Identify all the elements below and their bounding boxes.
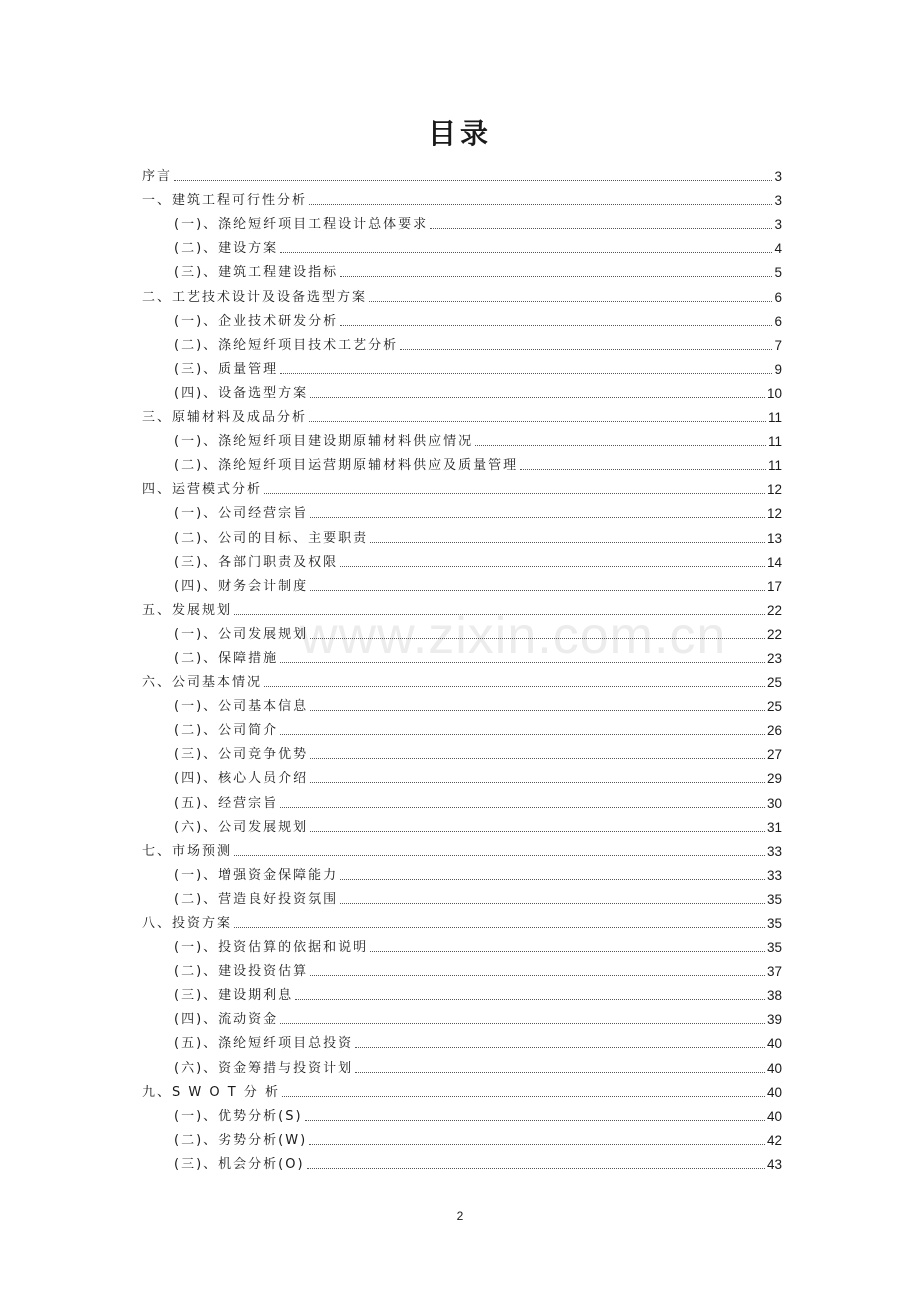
dot-leader bbox=[355, 1072, 765, 1073]
dot-leader bbox=[280, 734, 765, 735]
dot-leader bbox=[400, 349, 772, 350]
toc-entry-page: 38 bbox=[766, 988, 782, 1004]
toc-entry-page: 30 bbox=[766, 795, 782, 811]
toc-entry-page: 29 bbox=[766, 771, 782, 787]
toc-entry[interactable] bbox=[142, 185, 782, 209]
dot-leader bbox=[340, 325, 772, 326]
toc-entry-page: 22 bbox=[766, 602, 782, 618]
dot-leader bbox=[280, 807, 765, 808]
dot-leader bbox=[520, 469, 766, 470]
dot-leader bbox=[280, 1023, 765, 1024]
dot-leader bbox=[310, 397, 765, 398]
toc-entry-label: (三)、公司竞争优势 bbox=[174, 747, 309, 763]
toc-entry[interactable] bbox=[142, 474, 782, 498]
dot-leader bbox=[355, 1047, 765, 1048]
toc-entry-page: 11 bbox=[767, 434, 782, 450]
toc-entry[interactable] bbox=[142, 257, 782, 281]
toc-entry[interactable] bbox=[142, 1004, 782, 1028]
toc-entry-label: (五)、经营宗旨 bbox=[174, 795, 279, 811]
toc-entry[interactable] bbox=[142, 306, 782, 330]
dot-leader bbox=[174, 180, 772, 181]
toc-entry-page: 25 bbox=[766, 699, 782, 715]
toc-entry-label: (一)、优势分析(S) bbox=[174, 1108, 303, 1124]
toc-entry[interactable] bbox=[142, 787, 782, 811]
toc-entry-label: (一)、增强资金保障能力 bbox=[174, 867, 339, 883]
dot-leader bbox=[340, 566, 765, 567]
toc-entry-page: 27 bbox=[766, 747, 782, 763]
toc-entry[interactable] bbox=[142, 378, 782, 402]
toc-entry-label: 八、投资方案 bbox=[142, 916, 233, 931]
toc-entry-page: 3 bbox=[774, 169, 782, 185]
toc-entry-page: 22 bbox=[766, 626, 782, 642]
toc-entry[interactable] bbox=[142, 1101, 782, 1125]
dot-leader bbox=[234, 855, 765, 856]
toc-entry-label: (五)、涤纶短纤项目总投资 bbox=[174, 1036, 354, 1052]
dot-leader bbox=[310, 638, 765, 639]
dot-leader bbox=[310, 782, 765, 783]
toc-entry-page: 11 bbox=[767, 458, 782, 474]
toc-entry[interactable] bbox=[142, 233, 782, 257]
dot-leader bbox=[310, 590, 765, 591]
toc-entry[interactable] bbox=[142, 1077, 782, 1101]
toc-entry[interactable] bbox=[142, 812, 782, 836]
toc-entry-page: 4 bbox=[774, 241, 782, 257]
toc-entry[interactable] bbox=[142, 522, 782, 546]
toc-entry-label: (一)、企业技术研发分析 bbox=[174, 313, 339, 329]
dot-leader bbox=[340, 903, 765, 904]
toc-entry[interactable] bbox=[142, 330, 782, 354]
toc-entry-page: 11 bbox=[767, 410, 782, 426]
dot-leader bbox=[264, 686, 765, 687]
toc-entry-label: (四)、流动资金 bbox=[174, 1012, 279, 1028]
toc-entry-label: (二)、涤纶短纤项目运营期原辅材料供应及质量管理 bbox=[174, 458, 519, 474]
toc-entry-label: 九、S W O T 分 析 bbox=[142, 1084, 280, 1100]
toc-entry-label: (四)、核心人员介绍 bbox=[174, 771, 309, 787]
dot-leader bbox=[295, 999, 765, 1000]
toc-entry-label: (一)、公司经营宗旨 bbox=[174, 506, 309, 522]
toc-entry-label: (二)、劣势分析(W) bbox=[174, 1132, 308, 1148]
dot-leader bbox=[310, 975, 765, 976]
dot-leader bbox=[369, 301, 772, 302]
dot-leader bbox=[309, 204, 772, 205]
toc-entry-label: (六)、公司发展规划 bbox=[174, 819, 309, 835]
toc-entry[interactable] bbox=[142, 836, 782, 860]
toc-entry-page: 35 bbox=[766, 940, 782, 956]
dot-leader bbox=[282, 1096, 765, 1097]
dot-leader bbox=[340, 276, 772, 277]
toc-entry[interactable] bbox=[142, 281, 782, 305]
toc-entry-page: 5 bbox=[774, 265, 782, 281]
toc-entry-page: 35 bbox=[766, 916, 782, 931]
toc-entry-label: (一)、投资估算的依据和说明 bbox=[174, 940, 369, 956]
dot-leader bbox=[234, 927, 765, 928]
toc-entry-page: 31 bbox=[766, 819, 782, 835]
toc-entry[interactable] bbox=[142, 667, 782, 691]
toc-entry-label: (二)、建设方案 bbox=[174, 241, 279, 257]
toc-entry[interactable] bbox=[142, 161, 782, 185]
toc-entry[interactable] bbox=[142, 402, 782, 426]
dot-leader bbox=[234, 614, 765, 615]
toc-entry[interactable] bbox=[142, 571, 782, 595]
toc-entry-label: (二)、公司的目标、主要职责 bbox=[174, 530, 369, 546]
dot-leader bbox=[280, 252, 772, 253]
toc-entry-page: 13 bbox=[766, 530, 782, 546]
toc-entry-page: 33 bbox=[766, 843, 782, 859]
toc-entry-label: (三)、质量管理 bbox=[174, 361, 279, 377]
dot-leader bbox=[307, 1168, 765, 1169]
toc-entry[interactable] bbox=[142, 739, 782, 763]
table-of-contents bbox=[142, 161, 782, 1173]
dot-leader bbox=[370, 542, 765, 543]
toc-entry-label: 一、建筑工程可行性分析 bbox=[142, 193, 308, 209]
toc-entry[interactable] bbox=[142, 1052, 782, 1076]
toc-entry[interactable] bbox=[142, 426, 782, 450]
toc-entry-label: (六)、资金筹措与投资计划 bbox=[174, 1060, 354, 1076]
toc-entry-page: 37 bbox=[766, 964, 782, 980]
dot-leader bbox=[310, 758, 765, 759]
toc-entry-page: 40 bbox=[766, 1108, 782, 1124]
toc-entry-label: 四、运营模式分析 bbox=[142, 482, 263, 498]
toc-entry-page: 33 bbox=[766, 867, 782, 883]
toc-entry-page: 40 bbox=[766, 1084, 782, 1100]
watermark: www.zixin.com.cn bbox=[300, 607, 727, 665]
toc-entry[interactable] bbox=[142, 209, 782, 233]
toc-entry-label: (三)、建设期利息 bbox=[174, 988, 294, 1004]
dot-leader bbox=[310, 710, 765, 711]
dot-leader bbox=[305, 1120, 765, 1121]
toc-entry-page: 43 bbox=[766, 1156, 782, 1172]
dot-leader bbox=[310, 831, 765, 832]
toc-entry-label: 六、公司基本情况 bbox=[142, 675, 263, 691]
toc-entry[interactable] bbox=[142, 354, 782, 378]
toc-entry-page: 35 bbox=[766, 891, 782, 907]
dot-leader bbox=[264, 493, 765, 494]
toc-entry-label: 二、工艺技术设计及设备选型方案 bbox=[142, 289, 368, 305]
toc-entry[interactable] bbox=[142, 884, 782, 908]
toc-entry-label: (四)、财务会计制度 bbox=[174, 578, 309, 594]
dot-leader bbox=[309, 421, 766, 422]
toc-entry-page: 40 bbox=[766, 1060, 782, 1076]
toc-entry[interactable] bbox=[142, 643, 782, 667]
toc-entry-page: 3 bbox=[774, 193, 782, 209]
toc-entry-label: (三)、各部门职责及权限 bbox=[174, 554, 339, 570]
toc-entry-page: 25 bbox=[766, 675, 782, 691]
dot-leader bbox=[309, 1144, 765, 1145]
toc-entry[interactable] bbox=[142, 1149, 782, 1173]
toc-entry-page: 14 bbox=[766, 554, 782, 570]
toc-entry[interactable] bbox=[142, 1028, 782, 1052]
toc-entry-page: 10 bbox=[766, 385, 782, 401]
toc-entry[interactable] bbox=[142, 1125, 782, 1149]
toc-entry-label: (二)、营造良好投资氛围 bbox=[174, 891, 339, 907]
toc-entry-page: 3 bbox=[774, 217, 782, 233]
page-title: 目录 bbox=[427, 117, 492, 150]
toc-entry[interactable] bbox=[142, 956, 782, 980]
toc-entry-label: (一)、公司基本信息 bbox=[174, 699, 309, 715]
toc-entry-label: (一)、涤纶短纤项目工程设计总体要求 bbox=[174, 217, 429, 233]
toc-entry-label: 三、原辅材料及成品分析 bbox=[142, 410, 308, 426]
toc-entry-label: (二)、涤纶短纤项目技术工艺分析 bbox=[174, 337, 399, 353]
toc-entry-label: 五、发展规划 bbox=[142, 602, 233, 618]
toc-entry-label: (四)、设备选型方案 bbox=[174, 385, 309, 401]
page-number: 2 bbox=[456, 1209, 464, 1223]
toc-entry-page: 42 bbox=[766, 1132, 782, 1148]
toc-entry-page: 17 bbox=[766, 578, 782, 594]
toc-entry-label: 序言 bbox=[142, 169, 173, 185]
toc-entry[interactable] bbox=[142, 763, 782, 787]
toc-entry-page: 6 bbox=[774, 313, 782, 329]
toc-entry-label: (一)、涤纶短纤项目建设期原辅材料供应情况 bbox=[174, 434, 474, 450]
dot-leader bbox=[340, 879, 765, 880]
toc-entry[interactable] bbox=[142, 932, 782, 956]
toc-entry[interactable] bbox=[142, 619, 782, 643]
toc-entry[interactable] bbox=[142, 595, 782, 619]
toc-entry-page: 9 bbox=[774, 361, 782, 377]
toc-entry-page: 7 bbox=[774, 337, 782, 353]
dot-leader bbox=[280, 662, 765, 663]
toc-entry[interactable] bbox=[142, 691, 782, 715]
toc-entry-page: 26 bbox=[766, 723, 782, 739]
toc-entry[interactable] bbox=[142, 980, 782, 1004]
toc-entry-label: 七、市场预测 bbox=[142, 843, 233, 859]
toc-entry-page: 12 bbox=[766, 482, 782, 498]
toc-entry-page: 12 bbox=[766, 506, 782, 522]
toc-entry[interactable] bbox=[142, 498, 782, 522]
toc-entry-page: 23 bbox=[766, 650, 782, 666]
toc-entry[interactable] bbox=[142, 715, 782, 739]
toc-entry-label: (二)、公司简介 bbox=[174, 723, 279, 739]
dot-leader bbox=[310, 517, 765, 518]
toc-entry-page: 6 bbox=[774, 289, 782, 305]
toc-entry[interactable] bbox=[142, 908, 782, 932]
toc-entry[interactable] bbox=[142, 547, 782, 571]
toc-entry-label: (二)、保障措施 bbox=[174, 650, 279, 666]
dot-leader bbox=[475, 445, 766, 446]
toc-entry-label: (三)、建筑工程建设指标 bbox=[174, 265, 339, 281]
dot-leader bbox=[280, 373, 772, 374]
dot-leader bbox=[430, 228, 772, 229]
toc-entry-page: 40 bbox=[766, 1036, 782, 1052]
toc-entry-label: (一)、公司发展规划 bbox=[174, 626, 309, 642]
toc-entry-label: (三)、机会分析(O) bbox=[174, 1156, 305, 1172]
dot-leader bbox=[370, 951, 765, 952]
toc-entry-page: 39 bbox=[766, 1012, 782, 1028]
toc-entry[interactable] bbox=[142, 450, 782, 474]
toc-entry[interactable] bbox=[142, 860, 782, 884]
toc-entry-label: (二)、建设投资估算 bbox=[174, 964, 309, 980]
